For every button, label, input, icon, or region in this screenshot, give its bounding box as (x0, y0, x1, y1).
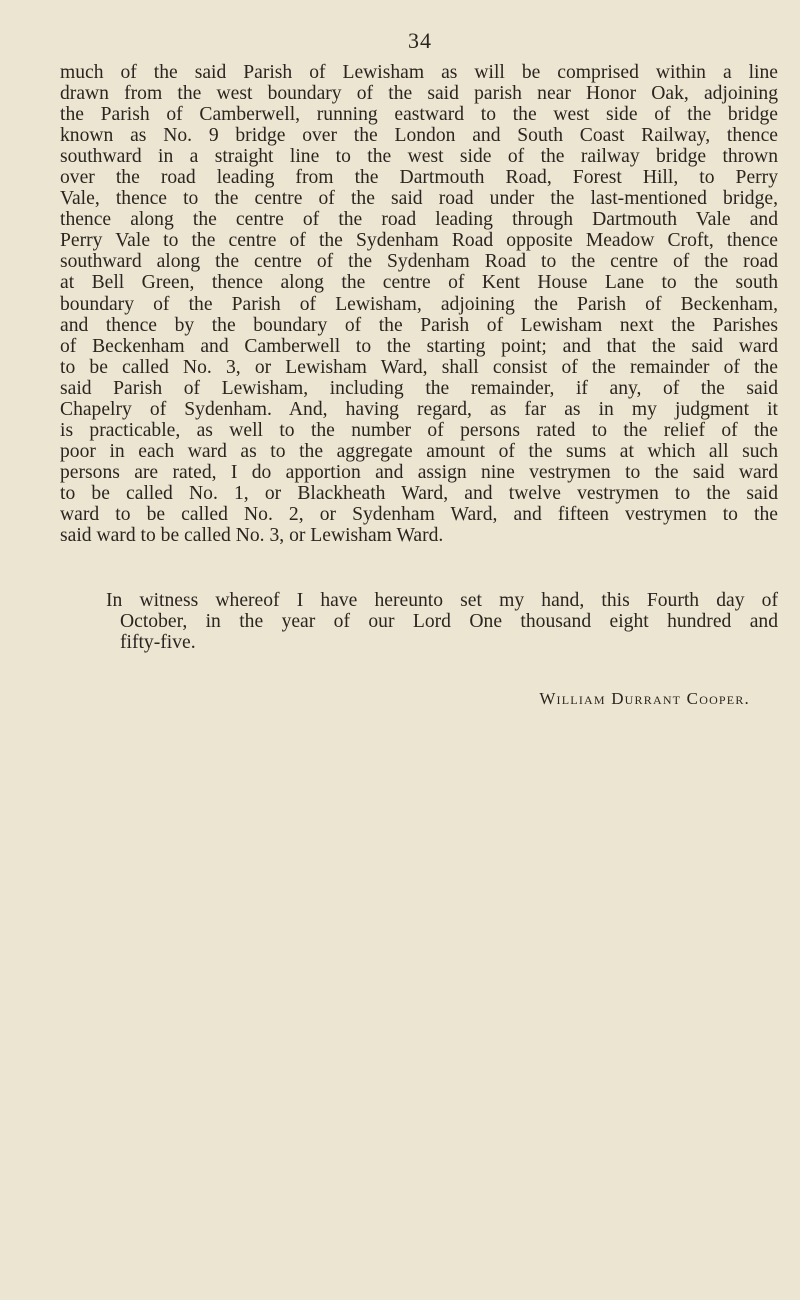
text-line: boundary of the Parish of Lewisham, adjoining the Parish of Beckenham, (60, 293, 778, 315)
witness-paragraph (60, 590, 778, 653)
text-line: Vale, thence to the centre of the said road under the last-mentioned bridge, (60, 188, 778, 210)
page-number: 34 (408, 28, 432, 53)
text-line: and thence by the boundary of the Parish of Lewisham next the Parishes (60, 314, 778, 336)
body-paragraph (60, 62, 778, 546)
text-line: the Parish of Camberwell, running eastward to the west side of the bridge (60, 104, 778, 126)
text-line: to be called No. 3, or Lewisham Ward, shall consist of the remainder of the (60, 356, 778, 378)
text-line: fifty-five. (120, 632, 196, 654)
text-line: is practicable, as well to the number of persons rated to the relief of the (60, 419, 778, 441)
text-line: thence along the centre of the road leading through Dartmouth Vale and (60, 209, 778, 231)
text-line: drawn from the west boundary of the said parish near Honor Oak, adjoining (60, 83, 778, 105)
text-line: In witness whereof I have hereunto set my hand, this Fourth day of (106, 590, 778, 611)
text-line: to be called No. 1, or Blackheath Ward, and twelve vestrymen to the said (60, 482, 778, 504)
text-line: known as No. 9 bridge over the London and South Coast Railway, thence (60, 125, 778, 147)
text-line: much of the said Parish of Lewisham as will be comprised within a line (60, 62, 778, 83)
text-line: said ward to be called No. 3, or Lewisham Ward. (60, 525, 444, 547)
text-line: ward to be called No. 2, or Sydenham Ward, and fifteen vestrymen to the (60, 503, 778, 525)
text-line: Perry Vale to the centre of the Sydenham Road opposite Meadow Croft, thence (60, 230, 778, 252)
text-line: over the road leading from the Dartmouth Road, Forest Hill, to Perry (60, 167, 778, 189)
text-line: Chapelry of Sydenham. And, having regard, as far as in my judgment it (60, 398, 778, 420)
text-line: southward along the centre of the Sydenham Road to the centre of the road (60, 251, 778, 273)
text-line: October, in the year of our Lord One thousand eight hundred and (120, 611, 778, 633)
text-line: said Parish of Lewisham, including the remainder, if any, of the said (60, 377, 778, 399)
text-line: persons are rated, I do apportion and assign nine vestrymen to the said ward (60, 461, 778, 483)
text-line: southward in a straight line to the west side of the railway bridge thrown (60, 146, 778, 168)
text-line: of Beckenham and Camberwell to the starting point; and that the said ward (60, 335, 778, 357)
text-line: at Bell Green, thence along the centre of Kent House Lane to the south (60, 272, 778, 294)
signature: William Durrant Cooper. (539, 689, 750, 708)
text-line: poor in each ward as to the aggregate amount of the sums at which all such (60, 440, 778, 462)
